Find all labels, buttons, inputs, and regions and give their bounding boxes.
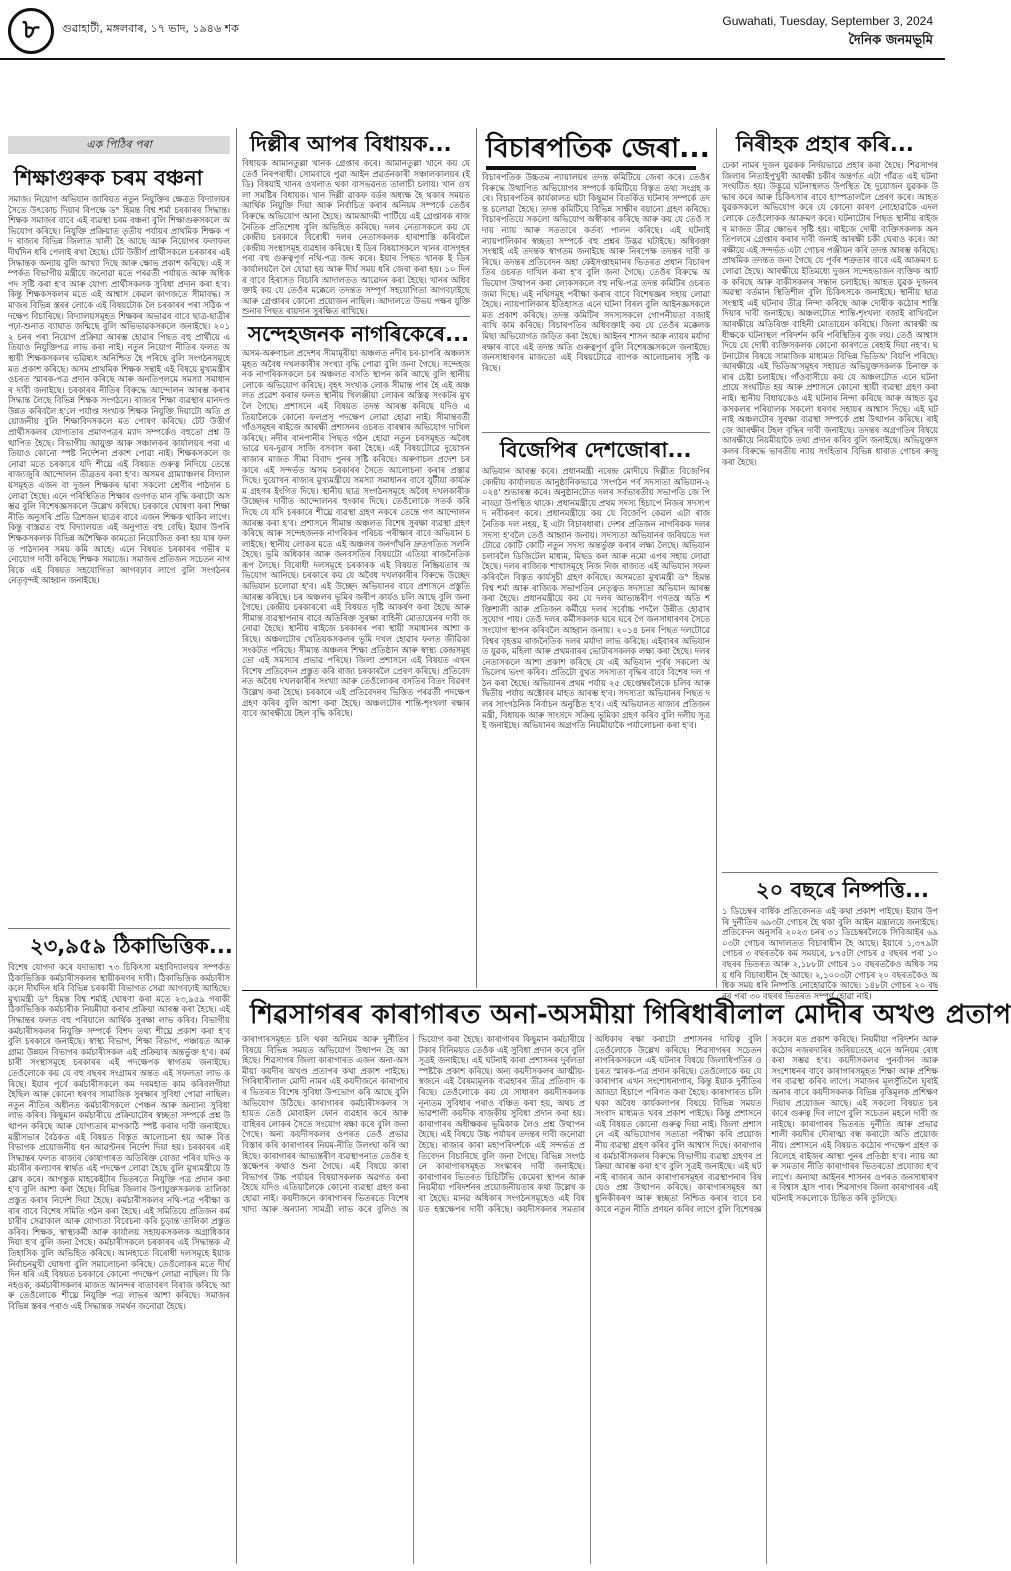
column-rule	[476, 128, 477, 988]
right-date: Guwahati, Tuesday, September 3, 2024	[722, 14, 933, 28]
article-2-title: ২৩,৯৫৯ ঠিকাভিত্তিক...	[30, 934, 233, 958]
article-6-title: বিজেপিৰ দেশজোৰা...	[500, 438, 692, 462]
article-7-body: ঢেকা নামৰ দুজন যুৱকক নিৰ্দয়ভাৱে প্ৰহাৰ কৰা হৈছে। শিৱসাগৰ জিলাৰ নিতাইপুখুৰী আৰক্ষী চকীৰ অন্তৰ্গত এটা গাঁৱত এই ঘটনা সংঘটিত হয়। উদ্ভুৱে ঘটনাস্থলত উপস্থিত হৈ দুয়োজন যুৱকক উদ্ধাৰ কৰে আৰু চিকিৎসাৰ বাবে হাস্পতাললৈ প্ৰেৰণ কৰে। আহত যুৱকসকলে অভিযোগ কৰে যে কোনো কাৰণ নোহোৱাকৈ এদল লোকে তেওঁলোকক আক্ৰমণ কৰে। ঘটনাটোৰ পিছত স্থানীয় ৰাইজৰ মাজত তীব্ৰ ক্ষোভৰ সৃষ্টি হয়। ৰাইজে দোষী ব্যক্তিসকলক অনতিপলমে গ্ৰেপ্তাৰ কৰাৰ দাবী জনাই আৰক্ষী চকী ঘেৰাও কৰে। আৰক্ষীয়ে এই সন্দৰ্ভত এটা গোচৰ পঞ্জীয়ন কৰি তদন্ত আৰম্ভ কৰিছে। প্ৰাথমিক তদন্তত জনা গৈছে যে পূৰ্বৰ শত্ৰুতাৰ বাবে এই আক্ৰমণ চলোৱা হৈছে। আৰক্ষীয়ে ইতিমধ্যে দুজন সন্দেহভাজন ব্যক্তিক আটক কৰিছে আৰু বাকীসকলৰ সন্ধান চলাইছে। আহত যুৱক দুজনৰ অৱস্থা বৰ্তমান স্থিতিশীল বুলি চিকিৎসকে জনাইছে। স্থানীয় ছাত্ৰ সংস্থাই এই ঘটনাৰ তীব্ৰ নিন্দা কৰিছে আৰু দোষীক কঠোৰ শাস্তি দিয়াৰ দাবী জনাইছে। অঞ্চলটোত শান্তি-শৃংখলা বজাই ৰাখিবলৈ আৰক্ষীয়ে অতিৰিক্ত বাহিনী মোতায়েন কৰিছে। জিলা আৰক্ষী অধীক্ষকে ঘটনাস্থল পৰিদৰ্শন কৰি পৰিস্থিতিৰ বুজ লয়। তেওঁ আশ্বাস দিয়ে যে দোষী ব্যক্তিসকলক কোনো কাৰণতে ৰেহাই দিয়া নহ'ব। ঘটনাটোৰ বিষয়ে সামাজিক মাধ্যমত বিভিন্ন ভিডিঅ' বিয়পি পৰিছে। আৰক্ষীয়ে এই ভিডিঅ'সমূহৰ সহায়ত অভিযুক্তসকলক চিনাক্ত কৰাৰ চেষ্টা চলাইছে। গাঁওবাসীয়ে কয় যে অঞ্চলটোত এনে ঘটনা প্ৰায়ে সংঘটিত হয় আৰু প্ৰশাসনে কোনো স্থায়ী ব্যৱস্থা গ্ৰহণ কৰা নাই। স্থানীয় বিধায়কেও এই ঘটনাৰ নিন্দা কৰিছে আৰু আহত যুৱকসকলৰ পৰিয়ালক সকলো ধৰণৰ সহায়ৰ আশ্বাস দিছে। এই ঘটনাই অঞ্চলটোৰ সুৰক্ষা ব্যৱস্থা সম্পৰ্কে প্ৰশ্ন উত্থাপন কৰিছে। ৰাইজে আৰক্ষীৰ টহল বৃদ্ধিৰ দাবী জনাইছে। তদন্তৰ অগ্ৰগতিৰ বিষয়ে আৰক্ষীয়ে নিয়মীয়াকৈ তথ্য প্ৰদান কৰিব বুলি জনাইছে। অভিযুক্তসকলৰ বিৰুদ্ধে ভাৰতীয় ন্যায় সংহিতাৰ বিভিন্ন ধাৰাত গোচৰ ৰুজু কৰা হৈছে।	[722, 160, 938, 467]
article-7-title: নিৰীহক প্ৰহাৰ কৰি...	[736, 132, 914, 156]
banner-top-rule	[242, 990, 938, 991]
article-4-body: অসম-অৰুণাচল প্ৰদেশৰ সীমামূৰীয়া অঞ্চলত নদীৰ চৰ-চাপৰি অঞ্চলসমূহত অবৈধ দখলকাৰীৰ সংখ্যা বৃদ্ধি পোৱা বুলি জনা গৈছে। সন্দেহজনক নাগৰিকসকলে চৰ অঞ্চলত বসতি স্থাপন কৰি আছে বুলি স্থানীয় লোকে অভিযোগ কৰিছে। বৃহৎ সংখ্যক লোক সীমান্ত পাৰ হৈ এই অঞ্চলত প্ৰৱেশ কৰাৰ ফলত স্থানীয় খিলঞ্জীয়া লোকৰ অস্তিত্ব সংকটৰ মুখলৈ গৈছে। প্ৰশাসনে এই বিষয়ত তদন্ত আৰম্ভ কৰিছে যদিও এতিয়ালৈকে কোনো ফলপ্ৰসূ পদক্ষেপ লোৱা হোৱা নাই। সীমান্তবৰ্তী গাঁওসমূহৰ ৰাইজে আৰক্ষী প্ৰশাসনৰ ওচৰত বাৰম্বাৰ অভিযোগ দাখিল কৰিছে। নদীৰ বানপানীৰ পিছত গঠন হোৱা নতুন চৰসমূহত অবৈধভাৱে ঘৰ-দুৱাৰ সাজি বসবাস কৰা হৈছে। এই বিষয়টোৱে দুয়োখন ৰাজ্যৰ মাজত সীমা বিবাদ পুনৰ সৃষ্টি কৰিছে। অৰুণাচল প্ৰদেশ চৰকাৰে এই সন্দৰ্ভত অসম চৰকাৰৰ সৈতে আলোচনা কৰাৰ প্ৰস্তাৱ দিছে। দুয়োখন ৰাজ্যৰ মুখ্যমন্ত্ৰীয়ে সমস্যা সমাধানৰ বাবে যুটীয়া কাৰ্যক্ৰম গ্ৰহণৰ ইংগিত দিছে। স্থানীয় ছাত্ৰ সংগঠনসমূহে অবৈধ দখলকাৰীক উচ্ছেদৰ দাবীত আন্দোলনৰ হুংকাৰ দিছে। তেওঁলোকে সতৰ্ক কৰি দিছে যে যদি চৰকাৰে শীঘ্ৰে ব্যৱস্থা গ্ৰহণ নকৰে তেন্তে গণ আন্দোলন আৰম্ভ কৰা হ'ব। প্ৰশাসনে সীমান্ত অঞ্চলত বিশেষ সুৰক্ষা ব্যৱস্থা গ্ৰহণ কৰিছে আৰু সন্দেহজনক নাগৰিকৰ পৰিচয় পৰীক্ষাৰ বাবে অভিযান চলাইছে। স্থানীয় লোকৰ মতে এই অঞ্চলৰ জনগাঁথনি দ্ৰুতগতিত সলনি হৈছে। ভূমি অধিকাৰ আৰু জনবসতিৰ বিষয়টো এতিয়া ৰাজনৈতিক ৰূপ লৈছে। বিৰোধী দলসমূহে চৰকাৰক এই বিষয়ত নিষ্ক্ৰিয়তাৰ অভিযোগ আনিছে। চৰকাৰে কয় যে অবৈধ দখলকাৰীৰ বিৰুদ্ধে উচ্ছেদ অভিযান চলোৱা হ'ব। এই উচ্ছেদ অভিযানৰ বাবে প্ৰশাসনে প্ৰস্তুতি আৰম্ভ কৰিছে। চৰ অঞ্চলৰ ভূমিৰ জৰীপ কাৰ্যও চলি আছে বুলি জনা গৈছে। কেন্দ্ৰীয় চৰকাৰৰো এই বিষয়ত দৃষ্টি আকৰ্ষণ কৰা হৈছে আৰু সীমান্ত ব্যৱস্থাপনাৰ বাবে অতিৰিক্ত সুৰক্ষা বাহিনী মোতায়েনৰ দাবী জনোৱা হৈছে। স্থানীয় ৰাইজে চৰকাৰৰ পৰা স্থায়ী সমাধানৰ আশা কৰিছে। অঞ্চলটোৰ খেতিয়কসকলৰ ভূমি দখল হোৱাৰ ফলত জীৱিকা সংকটত পৰিছে। সীমান্ত অঞ্চলৰ শিক্ষা প্ৰতিষ্ঠান আৰু স্বাস্থ্য কেন্দ্ৰসমূহতো এই সমস্যাৰ প্ৰভাৱ পৰিছে। জিলা প্ৰশাসনে এই বিষয়ত এখন বিশেষ প্ৰতিবেদন প্ৰস্তুত কৰি ৰাজ্য চৰকাৰলৈ প্ৰেৰণ কৰিছে। প্ৰতিবেদনত অবৈধ দখলকাৰীৰ সংখ্যা আৰু তেওঁলোকৰ বসতিৰ বিতং বিৱৰণ উল্লেখ কৰা হৈছে। চৰকাৰে এই প্ৰতিবেদনৰ ভিত্তিত পৰৱৰ্তী পদক্ষেপ গ্ৰহণ কৰিব বুলি আশা কৰা হৈছে। অঞ্চলটোৰ শান্তি-শৃংখলা ৰক্ষাৰ বাবে আৰক্ষীয়ে টহল বৃদ্ধি কৰিছে।	[242, 348, 470, 719]
page-number: ৮	[8, 8, 54, 54]
article-5-title: বিচাৰপতিক জেৰা...	[486, 133, 710, 164]
divider	[242, 316, 470, 317]
article-3-body: বিধায়ক আমানতুল্লা খানক গ্ৰেপ্তাৰ কৰে। আমানতুল্লা খানে কয় যে তেওঁ নিৰপৰাধী। সোমবাৰে পুৱা আইন প্ৰৱৰ্তনকাৰী সঞ্চালকালয়ৰ (ই ডি) বিষয়াই খানৰ ওখলাত থকা বাসভৱনত তালাচী চলায়। খান ওখলা সমষ্টিৰ বিধায়ক। খান দিল্লী ৱাকফ বৰ্ডৰ অধ্যক্ষ হৈ থকাৰ সময়ত আৰ্থিক নিয়ুক্তি দিয়া আৰু নিৰ্বাচিত কৰাৰ অনিয়ম সম্পৰ্কে তেওঁৰ বিৰুদ্ধে অভিযোগ আনা হৈছে। আমআদমী পাৰ্টিয়ে এই গ্ৰেপ্তাৰক ৰাজনৈতিক প্ৰতিশোধ বুলি অভিহিত কৰিছে। দলৰ নেতাসকলে কয় যে কেন্দ্ৰীয় চৰকাৰে বিৰোধী দলৰ নেতাসকলক হাৰাশাস্তি কৰিবলৈ কেন্দ্ৰীয় সংস্থাসমূহ ব্যৱহাৰ কৰিছে। ই ডিৰ বিষয়াসকলে খানৰ বাসগৃহৰ পৰা বহু গুৰুত্বপূৰ্ণ নথি-পত্ৰ জব্দ কৰে। ইয়াৰ পিছত খানক ই ডিৰ কাৰ্যালয়লৈ লৈ যোৱা হয় আৰু দীৰ্ঘ সময় ধৰি জেৰা কৰা হয়। ১০ দিনৰ বাবে হিৰাসত বিচাৰি আদালতত আৱেদন কৰা হৈছে। খানৰ অধিবক্তাই কয় যে তেওঁৰ মক্কেলে তদন্তত সম্পূৰ্ণ সহযোগিতা আগবঢ়াইছে আৰু গ্ৰেপ্তাৰৰ কোনো প্ৰয়োজন নাছিল। আদালতে উভয় পক্ষৰ যুক্তি শুনাৰ পিছত ৰায়দান সুৰক্ষিত ৰাখিছে।	[242, 158, 470, 317]
article-6-body: অভিযান আৰম্ভ কৰে। প্ৰধানমন্ত্ৰী নৰেন্দ্ৰ মোদীয়ে দিল্লীত বিজেপিৰ কেন্দ্ৰীয় কাৰ্যালয়ত আনুষ্ঠানিকভাৱে 'সংগঠন পৰ্ব সদস্যতা অভিযান-২০২৪' শুভাৰম্ভ কৰে। অনুষ্ঠানটোত দলৰ সৰ্বভাৰতীয় সভাপতি জে পি নাড্ডা উপস্থিত থাকে। প্ৰধানমন্ত্ৰীয়ে প্ৰথম সদস্য হিচাপে নিজৰ সদস্যপদ নবীকৰণ কৰে। প্ৰধানমন্ত্ৰীয়ে কয় যে বিজেপি কেৱল এটা ৰাজনৈতিক দল নহয়, ই এটা বিচাৰধাৰা। দেশৰ প্ৰতিজন নাগৰিকক দলৰ সদস্য হ'বলৈ তেওঁ আহ্বান জনায়। সদস্যতা অভিযানৰ জৰিয়তে দলটোৱে কোটি কোটি নতুন সদস্য অন্তৰ্ভুক্ত কৰাৰ লক্ষ্য লৈছে। অভিযান চলাবলৈ ডিজিটেল মাধ্যম, মিছড কল আৰু নমো এপৰ সহায় লোৱা হৈছে। দলৰ ৰাজ্যিক শাখাসমূহে নিজ নিজ ৰাজ্যত এই অভিযান সফল কৰিবলৈ বিস্তৃত কাৰ্যসূচী গ্ৰহণ কৰিছে। অসমতো মুখ্যমন্ত্ৰী ড° হিমন্ত বিশ্ব শৰ্মা আৰু ৰাজ্যিক সভাপতিৰ নেতৃত্বত সদস্যতা অভিযান আৰম্ভ কৰা হৈছে। প্ৰধানমন্ত্ৰীয়ে কয় যে দলৰ আভ্যন্তৰীণ গণতন্ত্ৰ অতি শক্তিশালী আৰু প্ৰতিজন কৰ্মীয়ে দলৰ সৰ্বোচ্চ পদলৈ উন্নীত হোৱাৰ সুযোগ পায়। তেওঁ দলৰ কৰ্মীসকলক ঘৰে ঘৰে গৈ জনসাধাৰণৰ সৈতে সংযোগ স্থাপন কৰিবলৈ আহ্বান জনায়। ২০১৪ চনৰ পিছত দলটোৱে বিশ্বৰ বৃহত্তম ৰাজনৈতিক দলৰ মৰ্যাদা লাভ কৰিছে। এইবাৰৰ অভিযানত যুৱক, মহিলা আৰু প্ৰথমবাৰৰ ভোটাৰসকলক লক্ষ্য কৰা হৈছে। দলৰ নেতাসকলে আশা প্ৰকাশ কৰিছে যে এই অভিযান পূৰ্বৰ সকলো অভিলেখ ভংগ কৰিব। প্ৰতিটো বুথত সদস্যতা বৃদ্ধিৰ বাবে বিশেষ দল গঠন কৰা হৈছে। অভিযানৰ প্ৰথম পৰ্যায় ২৫ ছেপ্তেম্বৰলৈকে চলিব আৰু দ্বিতীয় পৰ্যায় অক্টোবৰ মাহত আৰম্ভ হ'ব। সদস্যতা অভিযানৰ পিছত দলৰ সাংগঠনিক নিৰ্বাচন অনুষ্ঠিত হ'ব। এই অভিযানত ৰাজ্যৰ প্ৰতিজন মন্ত্ৰী, বিধায়ক আৰু সাংসদে সক্ৰিয় ভূমিকা গ্ৰহণ কৰিব বুলি দলীয় সূত্ৰই জনাইছে। অভিযানৰ অগ্ৰগতি নিয়মীয়াকৈ পৰ্যালোচনা কৰা হ'ব।	[482, 466, 710, 731]
article-4-title: সন্দেহজনক নাগৰিকেৰে...	[248, 322, 470, 346]
masthead	[0, 0, 945, 60]
masthead-rule	[0, 58, 945, 60]
title-rule	[486, 166, 696, 170]
column-rule	[716, 128, 717, 988]
article-8-title: ২০ বছৰে নিষ্পত্তি...	[756, 878, 929, 902]
divider	[482, 432, 710, 433]
paper-name: দৈনিক জনমভূমি	[848, 33, 933, 48]
article-9-body: কাৰাগাৰসমূহত চলি থকা অনিয়ম আৰু দুৰ্নীতিৰ বিষয়ে বিভিন্ন সময়ত অভিযোগ উত্থাপন হৈ আহিছে। শিৱসাগৰ জিলা কাৰাগাৰত এজন অনা-অসমীয়া কয়দীৰ অখণ্ড প্ৰতাপৰ কথা প্ৰকাশ পাইছে। গিৰিধাৰীলাল মোদী নামৰ এই কয়দীজনে কাৰাগাৰৰ ভিতৰত বিশেষ সুবিধা উপভোগ কৰি আছে বুলি অভিযোগ উঠিছে। কাৰাগাৰৰ কৰ্মচাৰীসকলৰ সহায়ত তেওঁ মোবাইল ফোন ব্যৱহাৰ কৰে আৰু বাহিৰৰ লোকৰ সৈতে সংযোগ ৰক্ষা কৰে বুলি জনা গৈছে। অন্য কয়দীসকলৰ ওপৰত তেওঁ প্ৰভাৱ বিস্তাৰ কৰি কাৰাগাৰৰ নিয়ম-নীতি উলংঘা কৰি আহিছে। কাৰাগাৰৰ আভ্যন্তৰীণ ব্যৱস্থাপনাত তেওঁৰ হস্তক্ষেপৰ কথাও শুনা গৈছে। এই বিষয়ে কাৰা বিভাগৰ উচ্চ পৰ্যায়ৰ বিষয়াসকলক অৱগত কৰা হৈছে যদিও এতিয়ালৈকে কোনো ব্যৱস্থা গ্ৰহণ কৰা হোৱা নাই। কয়দীজনে কাৰাগাৰৰ ভিতৰতে বিশেষ খাদ্য আৰু অন্যান্য সামগ্ৰী লাভ কৰে বুলিও অভিযোগ কৰা হৈছে। কাৰাগাৰৰ কিছুমান কৰ্মচাৰীয়ে টকাৰ বিনিময়ত তেওঁক এই সুবিধা প্ৰদান কৰে বুলি সূত্ৰই জনাইছে। এই ঘটনাই কাৰা প্ৰশাসনৰ দুৰ্বলতা স্পষ্টকৈ প্ৰকাশ কৰিছে। অন্য কয়দীসকলৰ আত্মীয়-স্বজনে এই বৈষম্যমূলক ব্যৱহাৰৰ তীব্ৰ প্ৰতিবাদ কৰিছে। তেওঁলোকে কয় যে সাধাৰণ কয়দীসকলক নূন্যতম সুবিধাৰ পৰাও বঞ্চিত কৰা হয়, অথচ প্ৰভাৱশালী কয়দীক ৰাজকীয় সুবিধা প্ৰদান কৰা হয়। কাৰাগাৰৰ অধীক্ষকৰ ভূমিকাক লৈও প্ৰশ্ন উত্থাপন হৈছে। এই বিষয়ে উচ্চ পৰ্যায়ৰ তদন্তৰ দাবী জনোৱা হৈছে। ৰাজ্যৰ কাৰা মহাপৰিদৰ্শকে এই সন্দৰ্ভত প্ৰতিবেদন বিচাৰিছে বুলি জনা গৈছে। বিভিন্ন সংগঠনে কাৰাগাৰসমূহত সংস্কাৰৰ দাবী জনাইছে। কাৰাগাৰৰ ভিতৰত চিচিটিভি কেমেৰা স্থাপন আৰু নিয়মীয়া পৰিদৰ্শনৰ প্ৰয়োজনীয়তাৰ কথা উল্লেখ কৰা হৈছে। মানৱ অধিকাৰ সংগঠনসমূহেও এই বিষয়ত হস্তক্ষেপৰ দাবী কৰিছে। কয়দীসকলৰ সমতাৰ অধিকাৰ ৰক্ষা কৰাটো প্ৰশাসনৰ দায়িত্ব বুলি তেওঁলোকে উল্লেখ কৰিছে। শিৱসাগৰৰ সচেতন নাগৰিকসকলে এই ঘটনাৰ বিষয়ে জিলাধিপতিৰ ওচৰত স্মাৰক-পত্ৰ প্ৰদান কৰিছে। তেওঁলোকে কয় যে কাৰাগাৰ এখন সংশোধনাগাৰ, কিন্তু ইয়াক দুৰ্নীতিৰ আড্ডা হিচাপে পৰিণত কৰা হৈছে। কাৰাগাৰত চলি থকা অবৈধ কাৰ্যকলাপৰ বিষয়ে বিভিন্ন সময়ত সংবাদ মাধ্যমত খবৰ প্ৰকাশ পাইছে। কিন্তু প্ৰশাসনে এই বিষয়ত কোনো গুৰুত্ব দিয়া নাই। জিলা প্ৰশাসনে এই অভিযোগৰ সত্যতা পৰীক্ষা কৰি প্ৰয়োজনীয় ব্যৱস্থা গ্ৰহণ কৰিব বুলি আশ্বাস দিছে। কাৰাগাৰৰ কৰ্মচাৰীসকলৰ বিৰুদ্ধে বিভাগীয় ব্যৱস্থা গ্ৰহণৰ প্ৰক্ৰিয়া আৰম্ভ কৰা হ'ব বুলি সূত্ৰই জনাইছে। এই ঘটনাই ৰাজ্যৰ আন কাৰাগাৰসমূহৰ ব্যৱস্থাপনাৰ বিষয়েও প্ৰশ্ন উত্থাপন কৰিছে। কাৰাগাৰসমূহৰ আধুনিকীকৰণ আৰু স্বচ্ছতা নিশ্চিত কৰাৰ বাবে চৰকাৰে নতুন নীতি প্ৰণয়ন কৰিব লাগে বুলি বিশেষজ্ঞসকলে মত প্ৰকাশ কৰিছে। নিয়মীয়া পৰিদৰ্শন আৰু কঠোৰ নজৰদাৰিৰ জৰিয়তেহে এনে অনিয়ম ৰোধ কৰা সম্ভৱ হ'ব। কয়দীসকলৰ পুনৰ্বাসন আৰু সংশোধনৰ বাবে কাৰাগাৰসমূহত শিক্ষা আৰু প্ৰশিক্ষণৰ ব্যৱস্থা কৰিব লাগে। সমাজৰ মূলসুঁতিলৈ ঘূৰাই অনাৰ বাবে কয়দীসকলক বিভিন্ন বৃত্তিমূলক প্ৰশিক্ষণ দিয়াৰ প্ৰয়োজন আছে। এই সকলো বিষয়ত চৰকাৰে গুৰুত্ব দিব লাগে বুলি সচেতন মহলে দাবী জনাইছে। কাৰাগাৰৰ ভিতৰত দুৰ্নীতি আৰু প্ৰভাৱশালী কয়দীৰ দৌৰাত্ম্য বন্ধ কৰাটো অতি প্ৰয়োজনীয়। প্ৰশাসনে এই বিষয়ত কঠোৰ পদক্ষেপ গ্ৰহণ কৰিলেহে ৰাইজৰ আস্থা পুনৰ প্ৰতিষ্ঠা হ'ব। ন্যায় আৰু সমতাৰ নীতি কাৰাগাৰৰ ভিতৰতো প্ৰযোজ্য হ'ব লাগে। অন্যথা আইনৰ শাসনৰ ওপৰত জনসাধাৰণৰ বিশ্বাস হ্ৰাস পাব। শিৱসাগৰ জিলা কাৰাগাৰৰ এই ঘটনাই সকলোকে চিন্তিত কৰি তুলিছে।	[242, 1034, 938, 1214]
article-1-title: শিক্ষাগুৰুক চৰম বঞ্চনা	[14, 166, 203, 190]
column-rule	[236, 128, 237, 1564]
article-3-title: দিল্লীৰ আপৰ বিধায়ক...	[250, 132, 452, 156]
divider	[722, 872, 938, 873]
article-9-title: শিৱসাগৰৰ কাৰাগাৰত অনা-অসমীয়া গিৰিধাৰীলাল মোদীৰ অখণ্ড প্ৰতাপ	[250, 1000, 1011, 1030]
divider	[8, 928, 230, 929]
article-8-body: ১ ডিচেম্বৰ বাৰ্ষিক প্ৰতিবেদনত এই কথা প্ৰকাশ পাইছে। ইয়াৰ উপৰি দুৰ্নীতিৰ ৬৯৩টা গোচৰ হৈ থকা বুলি আইন মন্ত্ৰালয়ে জনাইছে। প্ৰতিবেদন অনুসৰি ২০২৩ চনৰ ৩১ ডিচেম্বৰলৈকে সিবিআইৰ ৬৯০৩টা গোচৰ আদালতত বিচাৰাধীন হৈ আছে। ইয়াৰে ১,৩৭৯টা গোচৰ ৩ বছৰতকৈ কম সময়ৰে, ৮৭৫টা গোচৰ ৫ বছৰৰ পৰা ১০ বছৰৰ ভিতৰত আৰু ২,১৮৮টা গোচৰ ১০ বছৰতকৈও অধিক সময় ধৰি বিচাৰাধীন হৈ আছে। ২,১০০৩টা গোচৰ ২০ বছৰতকৈও অধিক সময় ধৰি নিষ্পত্তি নোহোৱাকৈ আছে। ১৪৮টা গোচৰ ২০ বছৰৰ পৰা ৩০ বছৰৰ ভিতৰত সম্পূৰ্ণ হোৱা নাই।	[722, 906, 938, 1001]
article-2-body: বিশেষ যোগদা কৰে যদাভাধা ৭৩ চিকিৎসা মহাবিদ্যালয়ৰ সম্পৰ্কত ঠিকাভিত্তিক কৰ্মচাৰীসকলৰ স্থায়ীকৰণৰ দাবী। ঠিকাভিত্তিক কৰ্মচাৰীসকলে দীৰ্ঘদিন ধৰি বিভিন্ন চৰকাৰী বিভাগত সেৱা আগবঢ়াই আহিছে। মুখ্যমন্ত্ৰী ড° হিমন্ত বিশ্ব শৰ্মাই ঘোষণা কৰা মতে ২৩,৯৫৯ গৰাকী ঠিকাভিত্তিক কৰ্মচাৰীক নিয়মীয়া কৰাৰ প্ৰক্ৰিয়া আৰম্ভ কৰা হৈছে। এই সিদ্ধান্তৰ ফলত বহু পৰিয়ালে আৰ্থিক সুৰক্ষা লাভ কৰিব। বিভাগীয় কৰ্মচাৰীসকলৰ নিযুক্তি সম্পৰ্কে বিশদ তথ্য শীঘ্ৰে প্ৰকাশ কৰা হ'ব বুলি চৰকাৰে জনাইছে। স্বাস্থ্য বিভাগ, শিক্ষা বিভাগ, পঞ্চায়ত আৰু গ্ৰাম্য উন্নয়ন বিভাগৰ কৰ্মচাৰীসকল এই প্ৰক্ৰিয়াৰ অন্তৰ্ভুক্ত হ'ব। কৰ্মচাৰী সংস্থাসমূহে চৰকাৰৰ এই পদক্ষেপক স্বাগতম জনাইছে। তেওঁলোকে কয় যে বহু বছৰৰ সংগ্ৰামৰ অন্তত এই সফলতা লাভ কৰিছে। ইয়াৰ পূৰ্বে কৰ্মচাৰীসকলে কম দৰমহাত কাম কৰিবলগীয়া হৈছিল আৰু কোনো ধৰণৰ সামাজিক সুৰক্ষাৰ সুবিধা পোৱা নাছিল। নতুন নীতিৰ অধীনত কৰ্মচাৰীসকলে পেঞ্চন আৰু অন্যান্য সুবিধা লাভ কৰিব। কিছুমান কৰ্মচাৰীয়ে প্ৰক্ৰিয়াটোৰ স্বচ্ছতা সম্পৰ্কে প্ৰশ্ন উত্থাপন কৰিছে আৰু যোগ্যতাৰ মাপকাঠি স্পষ্ট কৰাৰ দাবী জনাইছে। মন্ত্ৰীসভাৰ বৈঠকত এই বিষয়ত বিস্তৃত আলোচনা হয় আৰু বিত্ত বিভাগক প্ৰয়োজনীয় ধন আৱণ্টনৰ নিৰ্দেশ দিয়া হয়। চৰকাৰৰ এই সিদ্ধান্তৰ ফলত ৰাজ্যৰ কোষাগাৰত অতিৰিক্ত বোজা পৰিব যদিও কৰ্মচাৰীৰ কল্যাণৰ স্বাৰ্থত এই পদক্ষেপ লোৱা হৈছে বুলি মুখ্যমন্ত্ৰীয়ে উল্লেখ কৰে। আগন্তুক মাহকেইটাৰ ভিতৰতে নিযুক্তি পত্ৰ প্ৰদান কৰা হ'ব বুলি আশা কৰা হৈছে। বিভিন্ন জিলাৰ উপায়ুক্তসকলক তালিকা প্ৰস্তুত কৰাৰ নিৰ্দেশ দিয়া হৈছে। কৰ্মচাৰীসকলৰ নথি-পত্ৰ পৰীক্ষা কৰাৰ বাবে বিশেষ সমিতি গঠন কৰা হৈছে। এই সমিতিয়ে প্ৰতিজন কৰ্মচাৰীৰ সেৱাকাল আৰু যোগ্যতা বিবেচনা কৰি চূড়ান্ত তালিকা প্ৰস্তুত কৰিব। শিক্ষক, স্বাস্থ্যকৰ্মী আৰু কাৰ্যালয় সহায়কসকলক অগ্ৰাধিকাৰ দিয়া হ'ব বুলি জনা গৈছে। কৰ্মচাৰীসকলে চৰকাৰৰ এই সিদ্ধান্তক ঐতিহাসিক বুলি অভিহিত কৰিছে। আনহাতে বিৰোধী দলসমূহে ইয়াক নিৰ্বাচনমুখী ঘোষণা বুলি সমালোচনা কৰিছে। তেওঁলোকৰ মতে দীৰ্ঘদিন ধৰি এই বিষয়ত চৰকাৰে কোনো পদক্ষেপ লোৱা নাছিল। যি কি নহওক, কৰ্মচাৰীসকলৰ মাজত আনন্দৰ বাতাবৰণ বিৰাজ কৰিছে আৰু তেওঁলোকে শীঘ্ৰে নিযুক্তি পত্ৰ লাভৰ আশা কৰিছে। সমাজৰ বিভিন্ন স্তৰৰ পৰাও এই সিদ্ধান্তক সমৰ্থন জনোৱা হৈছে।	[8, 962, 230, 1311]
section-kicker: এক পিঠিৰ পৰা	[8, 136, 230, 154]
left-date: গুৱাহাটী, মঙ্গলবাৰ, ১৭ ভাদ, ১৯৪৬ শক	[62, 22, 239, 35]
article-5-body: বিচাৰপতিক উচ্চতম ন্যায়ালয়ৰ তদন্ত কমিটিয়ে জেৰা কৰে। তেওঁৰ বিৰুদ্ধে উত্থাপিত অভিযোগৰ সম্পৰ্কে কমিটিয়ে বিস্তৃত তথ্য সংগ্ৰহ কৰে। বিচাৰপতিৰ কাৰ্যকালত ঘটা কিছুমান বিতৰ্কিত ঘটনাৰ সম্পৰ্কে তদন্ত চলোৱা হৈছে। তদন্ত কমিটিয়ে বিভিন্ন সাক্ষীৰ বয়ানো গ্ৰহণ কৰিছে। বিচাৰপতিয়ে সকলো অভিযোগ অস্বীকাৰ কৰিছে আৰু কয় যে তেওঁ সদায় ন্যায় আৰু সততাৰে কৰ্তব্য পালন কৰিছে। এই ঘটনাই ন্যায়পালিকাৰ স্বচ্ছতা সম্পৰ্কে বহু প্ৰশ্নৰ উদ্ভৱ ঘটাইছে। অধিবক্তা সংস্থাই এই তদন্তক স্বাগতম জনাইছে আৰু নিৰপেক্ষ তদন্তৰ দাবী কৰিছে। তদন্তৰ প্ৰতিবেদন অহা কেইসপ্তাহমানৰ ভিতৰত প্ৰধান বিচাৰপতিৰ ওচৰত দাখিল কৰা হ'ব বুলি জনা গৈছে। তেওঁৰ বিৰুদ্ধে অভিযোগ উত্থাপন কৰা লোকসকলে বহু নথি-পত্ৰ তদন্ত কমিটিৰ ওচৰত জমা দিছে। এই নথিসমূহ পৰীক্ষা কৰাৰ বাবে বিশেষজ্ঞৰ সহায় লোৱা হৈছে। ন্যায়পালিকাৰ ইতিহাসত এনে ঘটনা বিৰল বুলি আইনজ্ঞসকলে মত প্ৰকাশ কৰিছে। তদন্ত কমিটিৰ সদস্যসকলে গোপনীয়তা বজাই ৰাখি কাম কৰিছে। বিচাৰপতিৰ অধিবক্তাই কয় যে তেওঁৰ মক্কেলক মিছা অভিযোগত জড়িত কৰা হৈছে। আইনৰ শাসন আৰু ন্যায়ৰ মৰ্যাদা ৰক্ষাৰ বাবে এই তদন্ত অতি গুৰুত্বপূৰ্ণ বুলি বিশেষজ্ঞসকলে জনাইছে। জনসাধাৰণৰ মাজতো এই বিষয়টোৱে ব্যাপক আলোচনাৰ সৃষ্টি কৰিছে।	[482, 172, 710, 373]
article-1-body: সমাজ। নিয়োগ অভিযান জাৰিয়ত নতুন নিযুক্তিৰ ক্ষেত্ৰত বিদ্যালয়ৰ সৈতে উৎকোচ দিয়াৰ বিপক্ষে ড° হিমন্ত বিশ্ব শৰ্মা চৰকাৰৰ সিদ্ধান্ত। শিক্ষক সমাজৰ বাবে এই ব্যৱস্থা চৰম বঞ্চনা বুলি শিক্ষাগুৰুসকলে অভিযোগ কৰিছে। নিযুক্তি প্ৰক্ৰিয়াত তৃতীয় পৰ্যায়ৰ প্ৰাথমিক শিক্ষক পদ ৰাজ্যৰ বিভিন্ন জিলাত খালী হৈ আছে আৰু নিয়োগৰ ফলাফল দীৰ্ঘদিন ধৰি পেলাই ৰখা হৈছে। টেট উত্তীৰ্ণ প্ৰাৰ্থীসকলে চৰকাৰৰ এই সিদ্ধান্তক অন্যায় বুলি আখ্যা দিছে আৰু ক্ষোভ প্ৰকাশ কৰিছে। এই সম্পৰ্কত বিভাগীয় মন্ত্ৰীয়ে জনোৱা মতে পৰৱৰ্তী পৰ্যায়ত আৰু অধিক পদ সৃষ্টি কৰা হ'ব আৰু যোগ্য প্ৰাৰ্থীসকলক সুবিধা প্ৰদান কৰা হ'ব। কিন্তু শিক্ষকসকলৰ মতে এই আশ্বাস কেৱল কাগজতে সীমাবদ্ধ। সমাজৰ বিভিন্ন স্তৰৰ লোকে এই বিষয়টোক লৈ চৰকাৰৰ পৰা সঠিক পদক্ষেপ বিচাৰিছে। বিদ্যালয়সমূহত শিক্ষকৰ অভাৱৰ বাবে ছাত্ৰ-ছাত্ৰীৰ পঢ়া-শুনাত ব্যাঘাত জন্মিছে বুলি অভিভাৱকসকলে জনাইছে। ২০১২ চনৰ পৰা নিয়োগ প্ৰক্ৰিয়া আৰম্ভ হোৱাৰ পিছত বহু প্ৰাৰ্থীয়ে এতিয়াও নিযুক্তিপত্ৰ লাভ কৰা নাই। নতুন নিয়োগ নীতিৰ ফলত অস্থায়ী শিক্ষকসকলৰ ভৱিষ্যৎ অনিশ্চিত হৈ পৰিছে বুলি সংগঠনসমূহে মত প্ৰকাশ কৰিছে। অসম প্ৰাথমিক শিক্ষক সন্থাই এই বিষয়ে মুখ্যমন্ত্ৰীৰ ওচৰত স্মাৰক-পত্ৰ প্ৰদান কৰিছে আৰু অনতিপলমে সমস্যা সমাধানৰ দাবী জনাইছে। চৰকাৰৰ নীতিৰ বিৰুদ্ধে আন্দোলন আৰম্ভ কৰাৰ সিদ্ধান্ত লৈছে বিভিন্ন শিক্ষক সংগঠনে। ৰাজ্যৰ শিক্ষা ব্যৱস্থাৰ মানদণ্ড উন্নত কৰিবলৈ হ'লে পৰ্যাপ্ত সংখ্যক শিক্ষক নিযুক্তি দিয়াটো অতি প্ৰয়োজনীয় বুলি শিক্ষাবিদসকলে মত পোষণ কৰিছে। টেট উত্তীৰ্ণ প্ৰাৰ্থীসকলৰ যোগ্যতাৰ প্ৰমাণপত্ৰৰ ম্যাদ সম্পৰ্কেও বহুতো প্ৰশ্ন উত্থাপিত হৈছে। বিভাগীয় আয়ুক্ত আৰু সঞ্চালকৰ কাৰ্যালয়ৰ পৰা এতিয়াও কোনো স্পষ্ট নিৰ্দেশনা প্ৰকাশ পোৱা নাই। শিক্ষকসকলে জনোৱা মতে চৰকাৰে যদি শীঘ্ৰে এই বিষয়ত গুৰুত্ব নিদিয়ে তেন্তে ৰাজ্যজুৰি আন্দোলন তীব্ৰতৰ কৰা হ'ব। অসমৰ গ্ৰাম্যাঞ্চলৰ বিদ্যালয়সমূহত এজন বা দুজন শিক্ষকৰ দ্বাৰা সকলো শ্ৰেণীৰ পাঠদান চলোৱা হৈছে। এনে পৰিস্থিতিত শিক্ষাৰ গুণগত মান বৃদ্ধি কৰাটো অসম্ভৱ বুলি বিশেষজ্ঞসকলে উল্লেখ কৰিছে। চৰকাৰে ঘোষণা কৰা শিক্ষা নীতি অনুসৰি প্ৰতি ত্ৰিশজন ছাত্ৰৰ বাবে এজন শিক্ষক থাকিব লাগে। কিন্তু বাস্তৱত বহু বিদ্যালয়ত এই অনুপাত বহু বেছি। ইয়াৰ উপৰি শিক্ষকসকলক বিভিন্ন অশৈক্ষিক কামতো নিয়োজিত কৰা হয় যাৰ ফলত পাঠদানৰ সময় কমি আহে। এনে বিষয়ত চৰকাৰৰ গভীৰ মনোযোগ দাবী কৰিছে শিক্ষক সমাজে। সমাজৰ প্ৰতিজন সচেতন নাগৰিকে এই বিষয়ত সহযোগিতা আগবঢ়াব লাগে বুলি সংগঠনৰ নেতৃবৃন্দই আহ্বান জনাইছে।	[8, 194, 231, 586]
